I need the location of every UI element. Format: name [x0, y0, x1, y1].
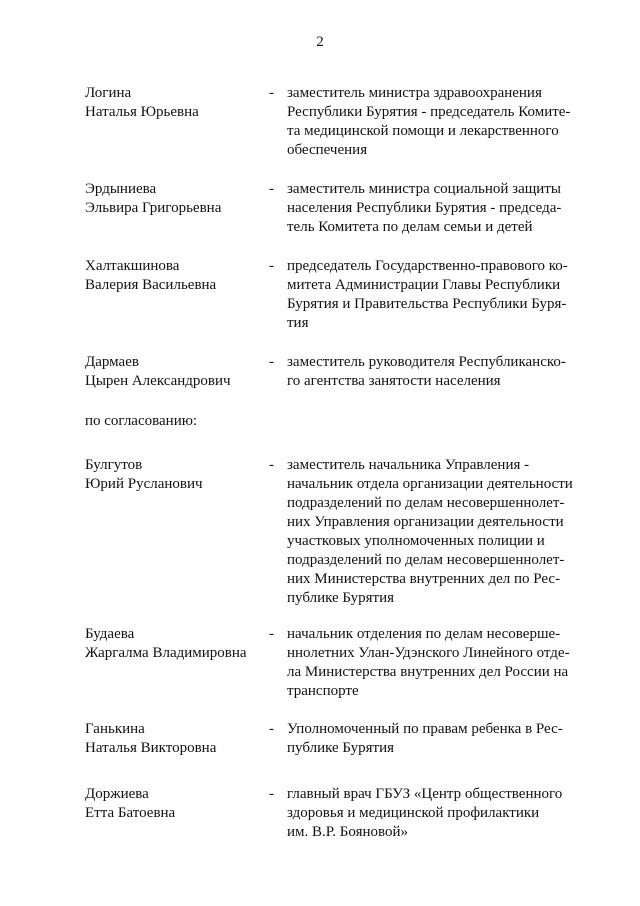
member-surname: Эрдыниева: [85, 181, 157, 197]
member-surname: Будаева: [85, 626, 135, 642]
member-name: [85, 84, 265, 122]
member-role: заместитель руководителя Республиканско- го агентства занятости населения: [287, 354, 566, 389]
member-name: [85, 180, 265, 218]
member-given-name: Валерия Васильевна: [85, 277, 217, 293]
member-surname: Халтакшинова: [85, 258, 180, 274]
dash-separator: -: [269, 721, 274, 737]
member-given-name: Етта Батоевна: [85, 805, 176, 821]
member-name: [85, 353, 265, 391]
member-given-name: Юрий Русланович: [85, 476, 203, 492]
member-name: [85, 257, 265, 295]
section-label: по согласованию:: [85, 413, 198, 429]
member-surname: Доржиева: [85, 786, 149, 802]
dash-separator: -: [269, 258, 274, 274]
member-name: [85, 625, 265, 663]
member-surname: Логина: [85, 85, 132, 101]
member-given-name: Жаргалма Владимировна: [85, 645, 247, 661]
member-role: главный врач ГБУЗ «Центр общественного здоровья и медицинской профилактики им. В.Р. Бояновой»: [287, 786, 563, 840]
dash-separator: -: [269, 786, 274, 802]
member-surname: Ганькина: [85, 721, 145, 737]
member-given-name: Цырен Александрович: [85, 373, 231, 389]
page-number: 2: [316, 34, 324, 50]
dash-separator: -: [269, 626, 274, 642]
member-name: [85, 720, 265, 758]
dash-separator: -: [269, 85, 274, 101]
dash-separator: -: [269, 457, 274, 473]
member-given-name: Наталья Викторовна: [85, 740, 217, 756]
member-surname: Булгутов: [85, 457, 143, 473]
member-given-name: Наталья Юрьевна: [85, 104, 199, 120]
member-role: заместитель министра социальной защиты населения Республики Бурятия - председа- тель Комитета по делам семьи и детей: [287, 181, 562, 235]
member-name: [85, 456, 265, 494]
member-role: Уполномоченный по правам ребенка в Рес- публике Бурятия: [287, 721, 563, 756]
member-name: [85, 785, 265, 823]
member-role: начальник отделения по делам несоверше- ннолетних Улан-Удэнского Линейного отде- ла Министерства внутренних дел России на транспорте: [287, 626, 570, 699]
member-role: заместитель министра здравоохранения Республики Бурятия - председатель Комите- та медицинской помощи и лекарственного обеспечения: [287, 85, 571, 158]
dash-separator: -: [269, 181, 274, 197]
member-given-name: Эльвира Григорьевна: [85, 200, 222, 216]
member-role: председатель Государственно-правового ко- митета Администрации Главы Республики Бурятия и Правительства Республики Буря- тия: [287, 258, 568, 331]
member-surname: Дармаев: [85, 354, 139, 370]
dash-separator: -: [269, 354, 274, 370]
member-role: заместитель начальника Управления - начальник отдела организации деятельности подразделений по делам несовершеннолет- них Управления организации деятельности участковых уполномоченных полиции и подразделений по делам несовершеннолет- них Министерства внутренних дел по Рес- публике Бурятия: [287, 457, 573, 606]
